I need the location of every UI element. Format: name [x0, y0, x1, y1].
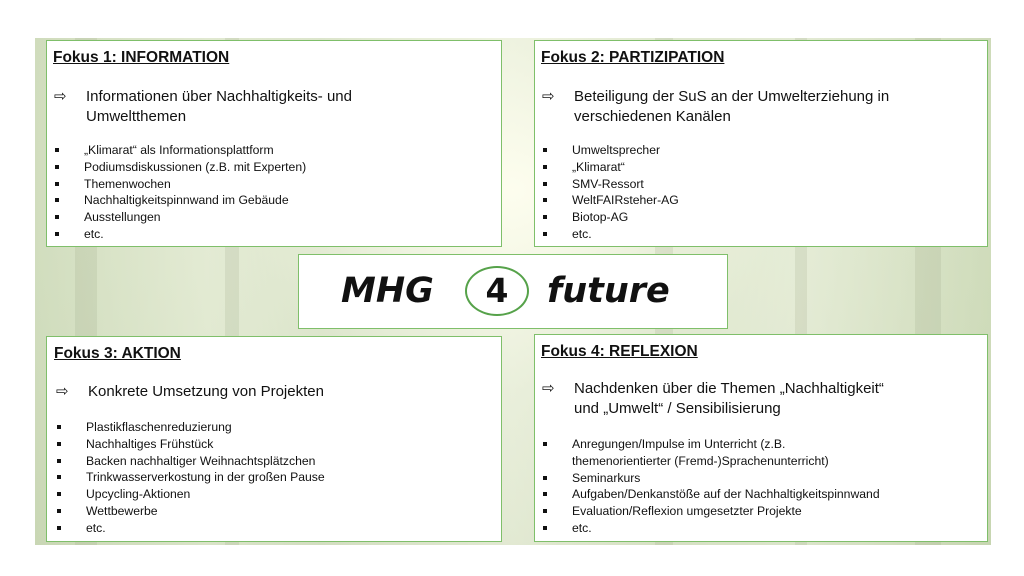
- panel-title: Fokus 2: PARTIZIPATION: [541, 49, 725, 66]
- list-item: Wettbewerbe: [56, 503, 325, 520]
- list-item: Nachhaltiges Frühstück: [56, 436, 325, 453]
- item-list: [54, 142, 306, 243]
- panel-title: Fokus 4: REFLEXION: [541, 343, 698, 360]
- list-item: Nachhaltigkeitspinnwand im Gebäude: [54, 192, 306, 209]
- panel-fokus-2: [534, 40, 988, 247]
- list-item: „Klimarat“: [542, 159, 679, 176]
- list-item: etc.: [54, 226, 306, 243]
- panel-lead: [542, 379, 982, 419]
- panel-fokus-1: [46, 40, 502, 247]
- lead-line: Umweltthemen: [86, 108, 187, 125]
- item-list: [542, 436, 880, 537]
- list-item: Backen nachhaltiger Weihnachtsplätzchen: [56, 453, 325, 470]
- arrow-right-icon: ⇨: [542, 88, 555, 105]
- list-item: etc.: [542, 226, 679, 243]
- panel-fokus-4: [534, 334, 988, 542]
- panel-lead: [56, 382, 496, 402]
- arrow-right-icon: ⇨: [542, 380, 555, 397]
- lead-line: verschiedenen Kanälen: [574, 108, 731, 125]
- list-item: Seminarkurs: [542, 470, 880, 487]
- item-list: [542, 142, 679, 243]
- list-item: Aufgaben/Denkanstöße auf der Nachhaltigkeitspinnwand: [542, 486, 880, 503]
- list-item: Anregungen/Impulse im Unterricht (z.B.: [542, 436, 880, 453]
- panel-title: Fokus 3: AKTION: [54, 345, 181, 362]
- lead-line: Informationen über Nachhaltigkeits- und: [86, 88, 352, 105]
- panel-lead: [54, 87, 494, 127]
- list-item: WeltFAIRsteher-AG: [542, 192, 679, 209]
- list-item: Themenwochen: [54, 176, 306, 193]
- list-item: Podiumsdiskussionen (z.B. mit Experten): [54, 159, 306, 176]
- panel-lead: [542, 87, 982, 127]
- panel-fokus-3: [46, 336, 502, 542]
- list-item: SMV-Ressort: [542, 176, 679, 193]
- list-item: Ausstellungen: [54, 209, 306, 226]
- list-item: etc.: [542, 520, 880, 537]
- logo-box: [298, 254, 728, 329]
- list-item: Trinkwasserverkostung in der großen Pause: [56, 469, 325, 486]
- list-item: „Klimarat“ als Informationsplattform: [54, 142, 306, 159]
- logo-number-circle: 4: [465, 266, 529, 316]
- lead-line: Nachdenken über die Themen „Nachhaltigkeit“: [574, 380, 884, 397]
- lead-line: und „Umwelt“ / Sensibilisierung: [574, 400, 781, 417]
- list-item: etc.: [56, 520, 325, 537]
- arrow-right-icon: ⇨: [56, 383, 69, 400]
- list-item: Biotop-AG: [542, 209, 679, 226]
- list-item: Upcycling-Aktionen: [56, 486, 325, 503]
- list-item: Evaluation/Reflexion umgesetzter Projekte: [542, 503, 880, 520]
- list-item: Umweltsprecher: [542, 142, 679, 159]
- logo-text-left: MHG: [341, 271, 434, 311]
- lead-line: Konkrete Umsetzung von Projekten: [88, 383, 324, 400]
- list-item-continuation: themenorientierter (Fremd-)Sprachenunterricht): [572, 453, 829, 468]
- arrow-right-icon: ⇨: [54, 88, 67, 105]
- item-list: [56, 419, 325, 537]
- panel-title: Fokus 1: INFORMATION: [53, 49, 230, 66]
- logo-text-right: future: [547, 271, 670, 311]
- list-item: Plastikflaschenreduzierung: [56, 419, 325, 436]
- lead-line: Beteiligung der SuS an der Umwelterziehung in: [574, 88, 890, 105]
